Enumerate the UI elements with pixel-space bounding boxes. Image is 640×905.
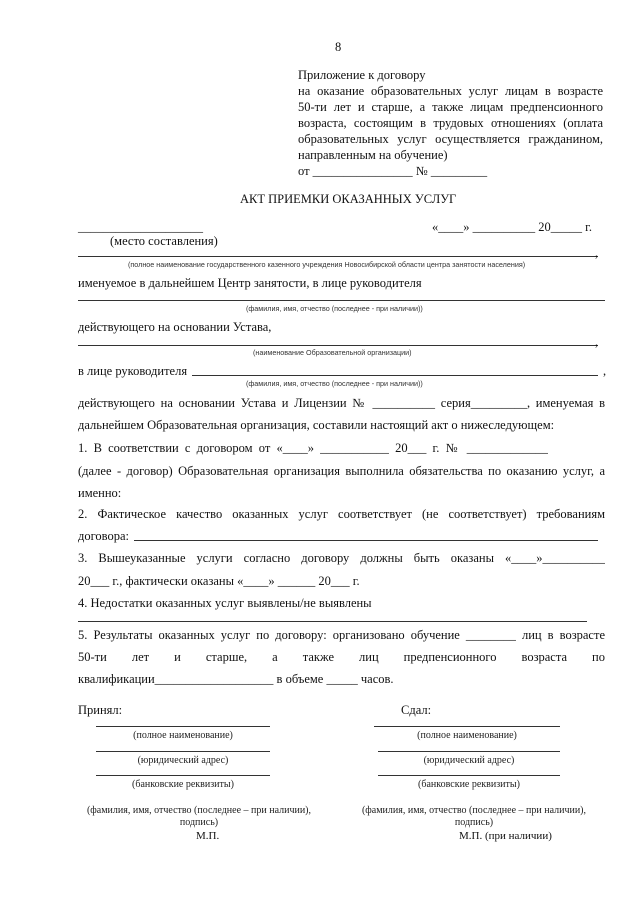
line-acting: действующего на основании Устава, — [78, 320, 272, 334]
p5-line: 5. Результаты оказанных услуг по договору: организовано обучение ________ лиц в возрасте — [78, 628, 605, 642]
stamp-right: М.П. (при наличии) — [459, 830, 552, 842]
caption-center-name: (полное наименование государственного казенного учреждения Новосибирской области центра занятости населения) — [128, 260, 526, 269]
page-number: 8 — [335, 40, 342, 54]
date-line: «____» __________ 20_____ г. — [432, 220, 592, 234]
caption-signature: подпись) — [454, 817, 494, 828]
p5-line: квалификации___________________ в объеме _____ часов. — [78, 672, 394, 686]
comma: , — [595, 335, 599, 349]
sig-line — [96, 775, 270, 776]
p1-line: именно: — [78, 486, 122, 500]
p4-line: 4. Недостатки оказанных услуг выявлены/не выявлены — [78, 596, 372, 610]
appendix-line: образовательных услуг осуществляется гражданином, — [298, 132, 603, 146]
appendix-line: направленным на обучение) — [298, 148, 448, 162]
appendix-line: возраста, состоящим в трудовых отношениях (оплата — [298, 116, 603, 130]
p5-line: 50-ти лет и старше, а также лиц предпенсионного возраста по — [78, 650, 605, 664]
p3-line: 20___ г., фактически оказаны «____» ______ 20___ г. — [78, 574, 360, 588]
p2-line: 2. Фактическое качество оказанных услуг соответствует (не соответствует) требованиям — [78, 507, 605, 521]
line-named: именуемое в дальнейшем Центр занятости, в лице руководителя — [78, 276, 422, 290]
head-fio-line — [78, 300, 605, 301]
p2-line: договора: — [78, 529, 130, 543]
caption-head-fio: (фамилия, имя, отчество (последнее - при наличии)) — [246, 304, 423, 313]
sig-line — [378, 775, 560, 776]
appendix-line: на оказание образовательных услуг лицам в возрасте — [298, 84, 603, 98]
p3-line: 3. Вышеуказанные услуги согласно договору должны быть оказаны «____»__________ — [78, 551, 605, 565]
line-further: дальнейшем Образовательная организация, составили настоящий акт о нижеследующем: — [78, 418, 555, 432]
place-caption: (место составления) — [110, 234, 218, 248]
sig-line — [96, 726, 270, 727]
accepted-label: Принял: — [78, 703, 123, 717]
caption-full-name: (полное наименование) — [417, 730, 517, 741]
caption-person-fio: (фамилия, имя, отчество (последнее - при наличии)) — [246, 379, 423, 388]
sig-line — [96, 751, 270, 752]
caption-org-name: (наименование Образовательной организации) — [253, 348, 412, 357]
caption-legal-address: (юридический адрес) — [137, 755, 229, 766]
comma: , — [603, 364, 607, 378]
sig-line — [378, 751, 560, 752]
stamp-left: М.П. — [196, 830, 220, 842]
person-fio-line — [192, 375, 598, 376]
p2-fill-line — [134, 540, 598, 541]
line-license: действующего на основании Устава и Лицензии № __________ серия_________, именуемая в — [78, 396, 605, 410]
caption-legal-address: (юридический адрес) — [423, 755, 515, 766]
center-name-line — [78, 256, 598, 257]
contract-date-number: от ________________ № _________ — [298, 164, 488, 178]
caption-full-name: (полное наименование) — [133, 730, 233, 741]
line-person-label: в лице руководителя — [78, 364, 188, 378]
org-name-line — [78, 345, 598, 346]
p1-line: (далее - договор) Образовательная организация выполнила обязательства по оказанию услуг, а — [78, 464, 605, 478]
caption-bank: (банковские реквизиты) — [418, 779, 520, 790]
document-title: АКТ ПРИЕМКИ ОКАЗАННЫХ УСЛУГ — [240, 192, 457, 206]
appendix-line: Приложение к договору — [298, 68, 426, 82]
caption-fio: (фамилия, имя, отчество (последнее – при наличии), — [361, 805, 587, 816]
caption-fio: (фамилия, имя, отчество (последнее – при наличии), — [86, 805, 312, 816]
p1-line: 1. В соответствии с договором от «____» ___________ 20___ г. № _____________ — [78, 441, 548, 455]
comma: , — [595, 246, 599, 260]
appendix-line: 50-ти лет и старше, а также лицам предпенсионного — [298, 100, 603, 114]
caption-signature: подпись) — [179, 817, 219, 828]
place-line: ____________________ — [78, 220, 203, 234]
handed-label: Сдал: — [401, 703, 432, 717]
caption-bank: (банковские реквизиты) — [132, 779, 234, 790]
sig-line — [374, 726, 560, 727]
p4-fill-line — [78, 621, 587, 622]
